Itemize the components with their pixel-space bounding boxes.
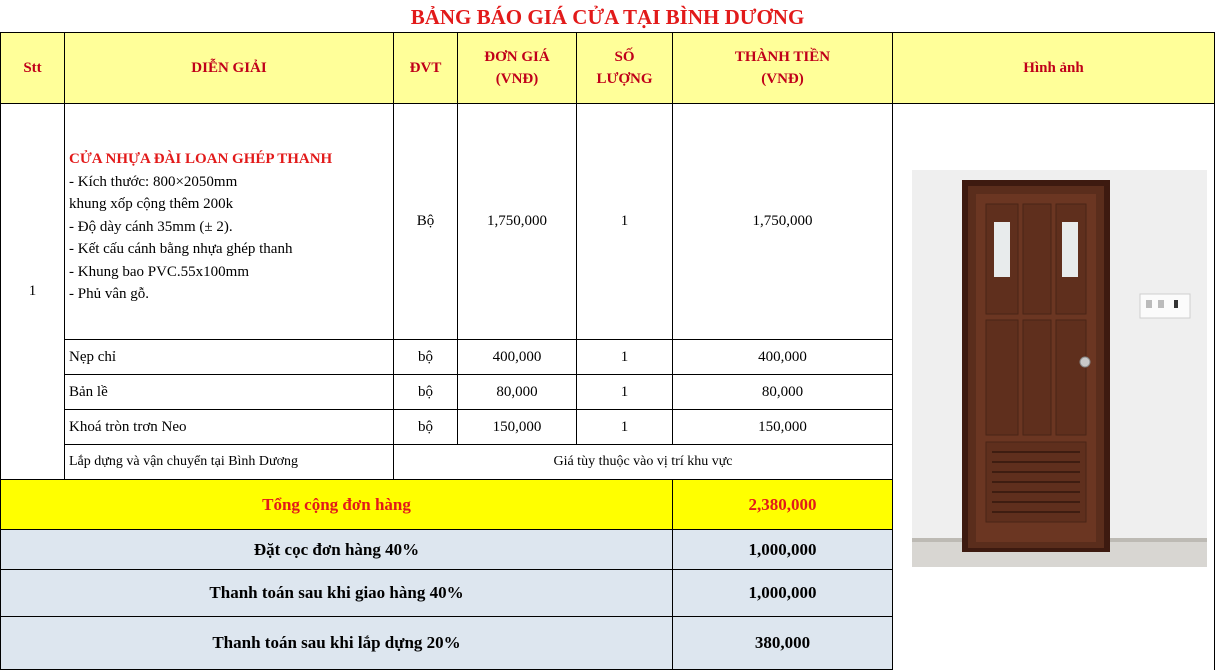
- product-description: [65, 104, 394, 340]
- spec-line: - Khung bao PVC.55x100mm: [69, 263, 249, 280]
- payment-value: 380,000: [673, 617, 893, 670]
- accessory-name: Nẹp chỉ: [65, 340, 394, 375]
- accessory-total: 80,000: [673, 375, 893, 410]
- accessory-unit: bộ: [394, 410, 458, 445]
- accessory-name: Khoá tròn trơn Neo: [65, 410, 394, 445]
- accessory-qty: 1: [577, 410, 673, 445]
- header-total-line2: (VNĐ): [761, 71, 804, 87]
- install-note: Giá tùy thuộc vào vị trí khu vực: [394, 445, 893, 480]
- spec-line: khung xốp cộng thêm 200k: [69, 196, 234, 212]
- spec-line: - Độ dày cánh 35mm (± 2).: [69, 218, 233, 235]
- header-price: [458, 33, 577, 104]
- accessory-price: 400,000: [458, 340, 577, 375]
- accessory-qty: 1: [577, 375, 673, 410]
- spec-line: - Kích thước: 800×2050mm: [69, 173, 238, 190]
- product-qty: 1: [577, 104, 673, 340]
- row-stt: 1: [1, 104, 65, 480]
- install-label: Lắp dựng và vận chuyển tại Bình Dương: [65, 445, 394, 480]
- accessory-total: 400,000: [673, 340, 893, 375]
- payment-label: Đặt cọc đơn hàng 40%: [1, 530, 673, 570]
- product-unit: Bộ: [394, 104, 458, 340]
- accessory-price: 80,000: [458, 375, 577, 410]
- payment-value: 1,000,000: [673, 530, 893, 570]
- payment-label: Thanh toán sau khi lắp dựng 20%: [1, 617, 673, 670]
- accessory-price: 150,000: [458, 410, 577, 445]
- accessory-unit: bộ: [394, 375, 458, 410]
- header-total: [673, 33, 893, 104]
- door-photo: [912, 170, 1207, 567]
- header-price-line2: (VNĐ): [495, 71, 539, 87]
- header-qty: [577, 33, 673, 104]
- accessory-total: 150,000: [673, 410, 893, 445]
- header-price-line1: ĐƠN GIÁ: [484, 49, 550, 65]
- header-stt: Stt: [1, 33, 65, 104]
- payment-value: 1,000,000: [673, 570, 893, 617]
- page-title: BẢNG BÁO GIÁ CỬA TẠI BÌNH DƯƠNG: [410, 5, 805, 29]
- header-qty-line1: SỐ: [614, 49, 635, 65]
- spec-line: - Phủ vân gỗ.: [69, 286, 149, 302]
- accessory-qty: 1: [577, 340, 673, 375]
- header-total-line1: THÀNH TIỀN: [734, 49, 831, 65]
- header-unit: ĐVT: [394, 33, 458, 104]
- header-qty-line2: LƯỢNG: [596, 71, 653, 87]
- product-price: 1,750,000: [458, 104, 577, 340]
- payment-label: Thanh toán sau khi giao hàng 40%: [1, 570, 673, 617]
- product-total: 1,750,000: [673, 104, 893, 340]
- accessory-name: Bản lề: [65, 375, 394, 410]
- accessory-unit: bộ: [394, 340, 458, 375]
- order-total-label: Tổng cộng đơn hàng: [1, 480, 673, 530]
- header-image: Hình ảnh: [893, 33, 1215, 104]
- product-name: CỬA NHỰA ĐÀI LOAN GHÉP THANH: [69, 151, 333, 167]
- header-desc: DIỄN GIẢI: [65, 33, 394, 104]
- order-total-value: 2,380,000: [673, 480, 893, 530]
- spec-line: - Kết cấu cánh bằng nhựa ghép thanh: [69, 241, 293, 257]
